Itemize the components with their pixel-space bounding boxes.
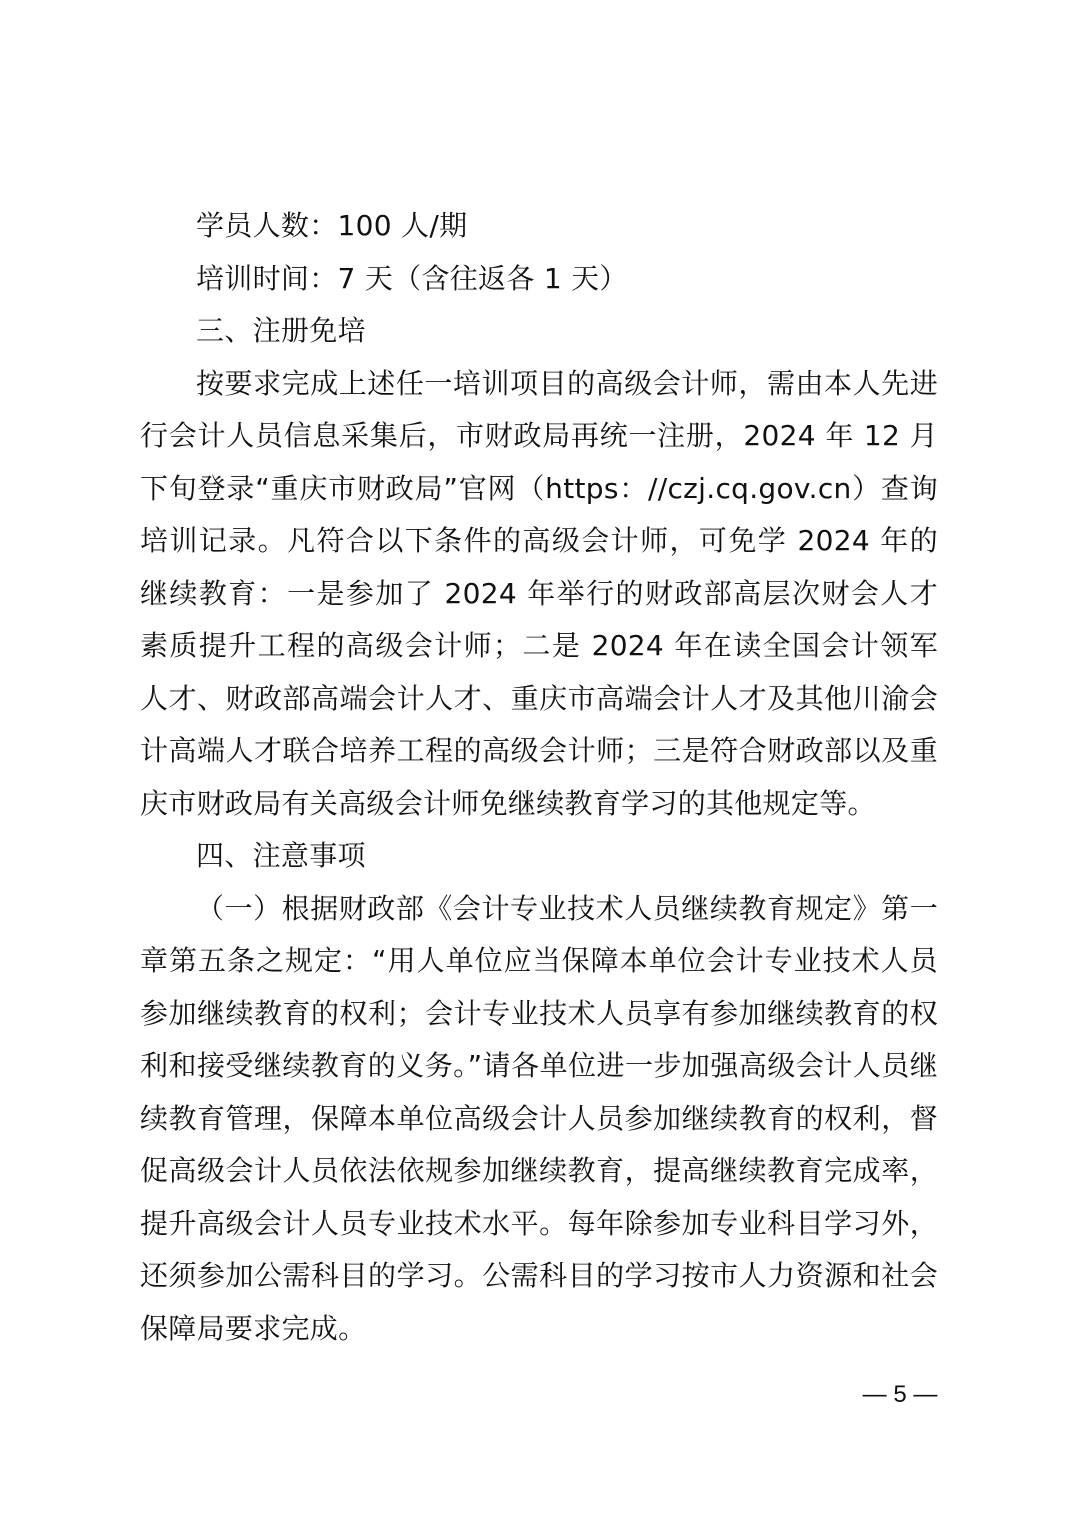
document-body [140, 200, 938, 1355]
section-4-heading: 四、注意事项 [196, 839, 366, 872]
student-count-paragraph: 学员人数：100 人/期 [196, 209, 468, 242]
section-4-item-1-paragraph: （一）根据财政部《会计专业技术人员继续教育规定》第一章第五条之规定：“用人单位应当保障本单位会计专业技术人员参加继续教育的权利；会计专业技术人员享有参加继续教育的权利和接受继续教育的义务。”请各单位进一步加强高级会计人员继续教育管理，保障本单位高级会计人员参加继续教育的权利，督促高级会计人员依法依规参加继续教育，提高继续教育完成率，提升高级会计人员专业技术水平。每年除参加专业科目学习外，还须参加公需科目的学习。公需科目的学习按市人力资源和社会保障局要求完成。 [140, 891, 938, 1345]
section-3-body-paragraph: 按要求完成上述任一培训项目的高级会计师，需由本人先进行会计人员信息采集后，市财政局再统一注册，2024 年 12 月下旬登录“重庆市财政局”官网（https：//czj.cq.gov.cn）查询培训记录。凡符合以下条件的高级会计师，可免学 2024 年的继续教育：一是参加了 2024 年举行的财政部高层次财会人才素质提升工程的高级会计师；二是 2024 年在读全国会计领军人才、财政部高端会计人才、重庆市高端会计人才及其他川渝会计高端人才联合培养工程的高级会计师；三是符合财政部以及重庆市财政局有关高级会计师免继续教育学习的其他规定等。 [140, 366, 938, 820]
training-time-paragraph: 培训时间：7 天（含往返各 1 天） [196, 261, 628, 295]
page-number: — 5 — [862, 1381, 938, 1408]
section-3-heading: 三、注册免培 [196, 314, 366, 347]
